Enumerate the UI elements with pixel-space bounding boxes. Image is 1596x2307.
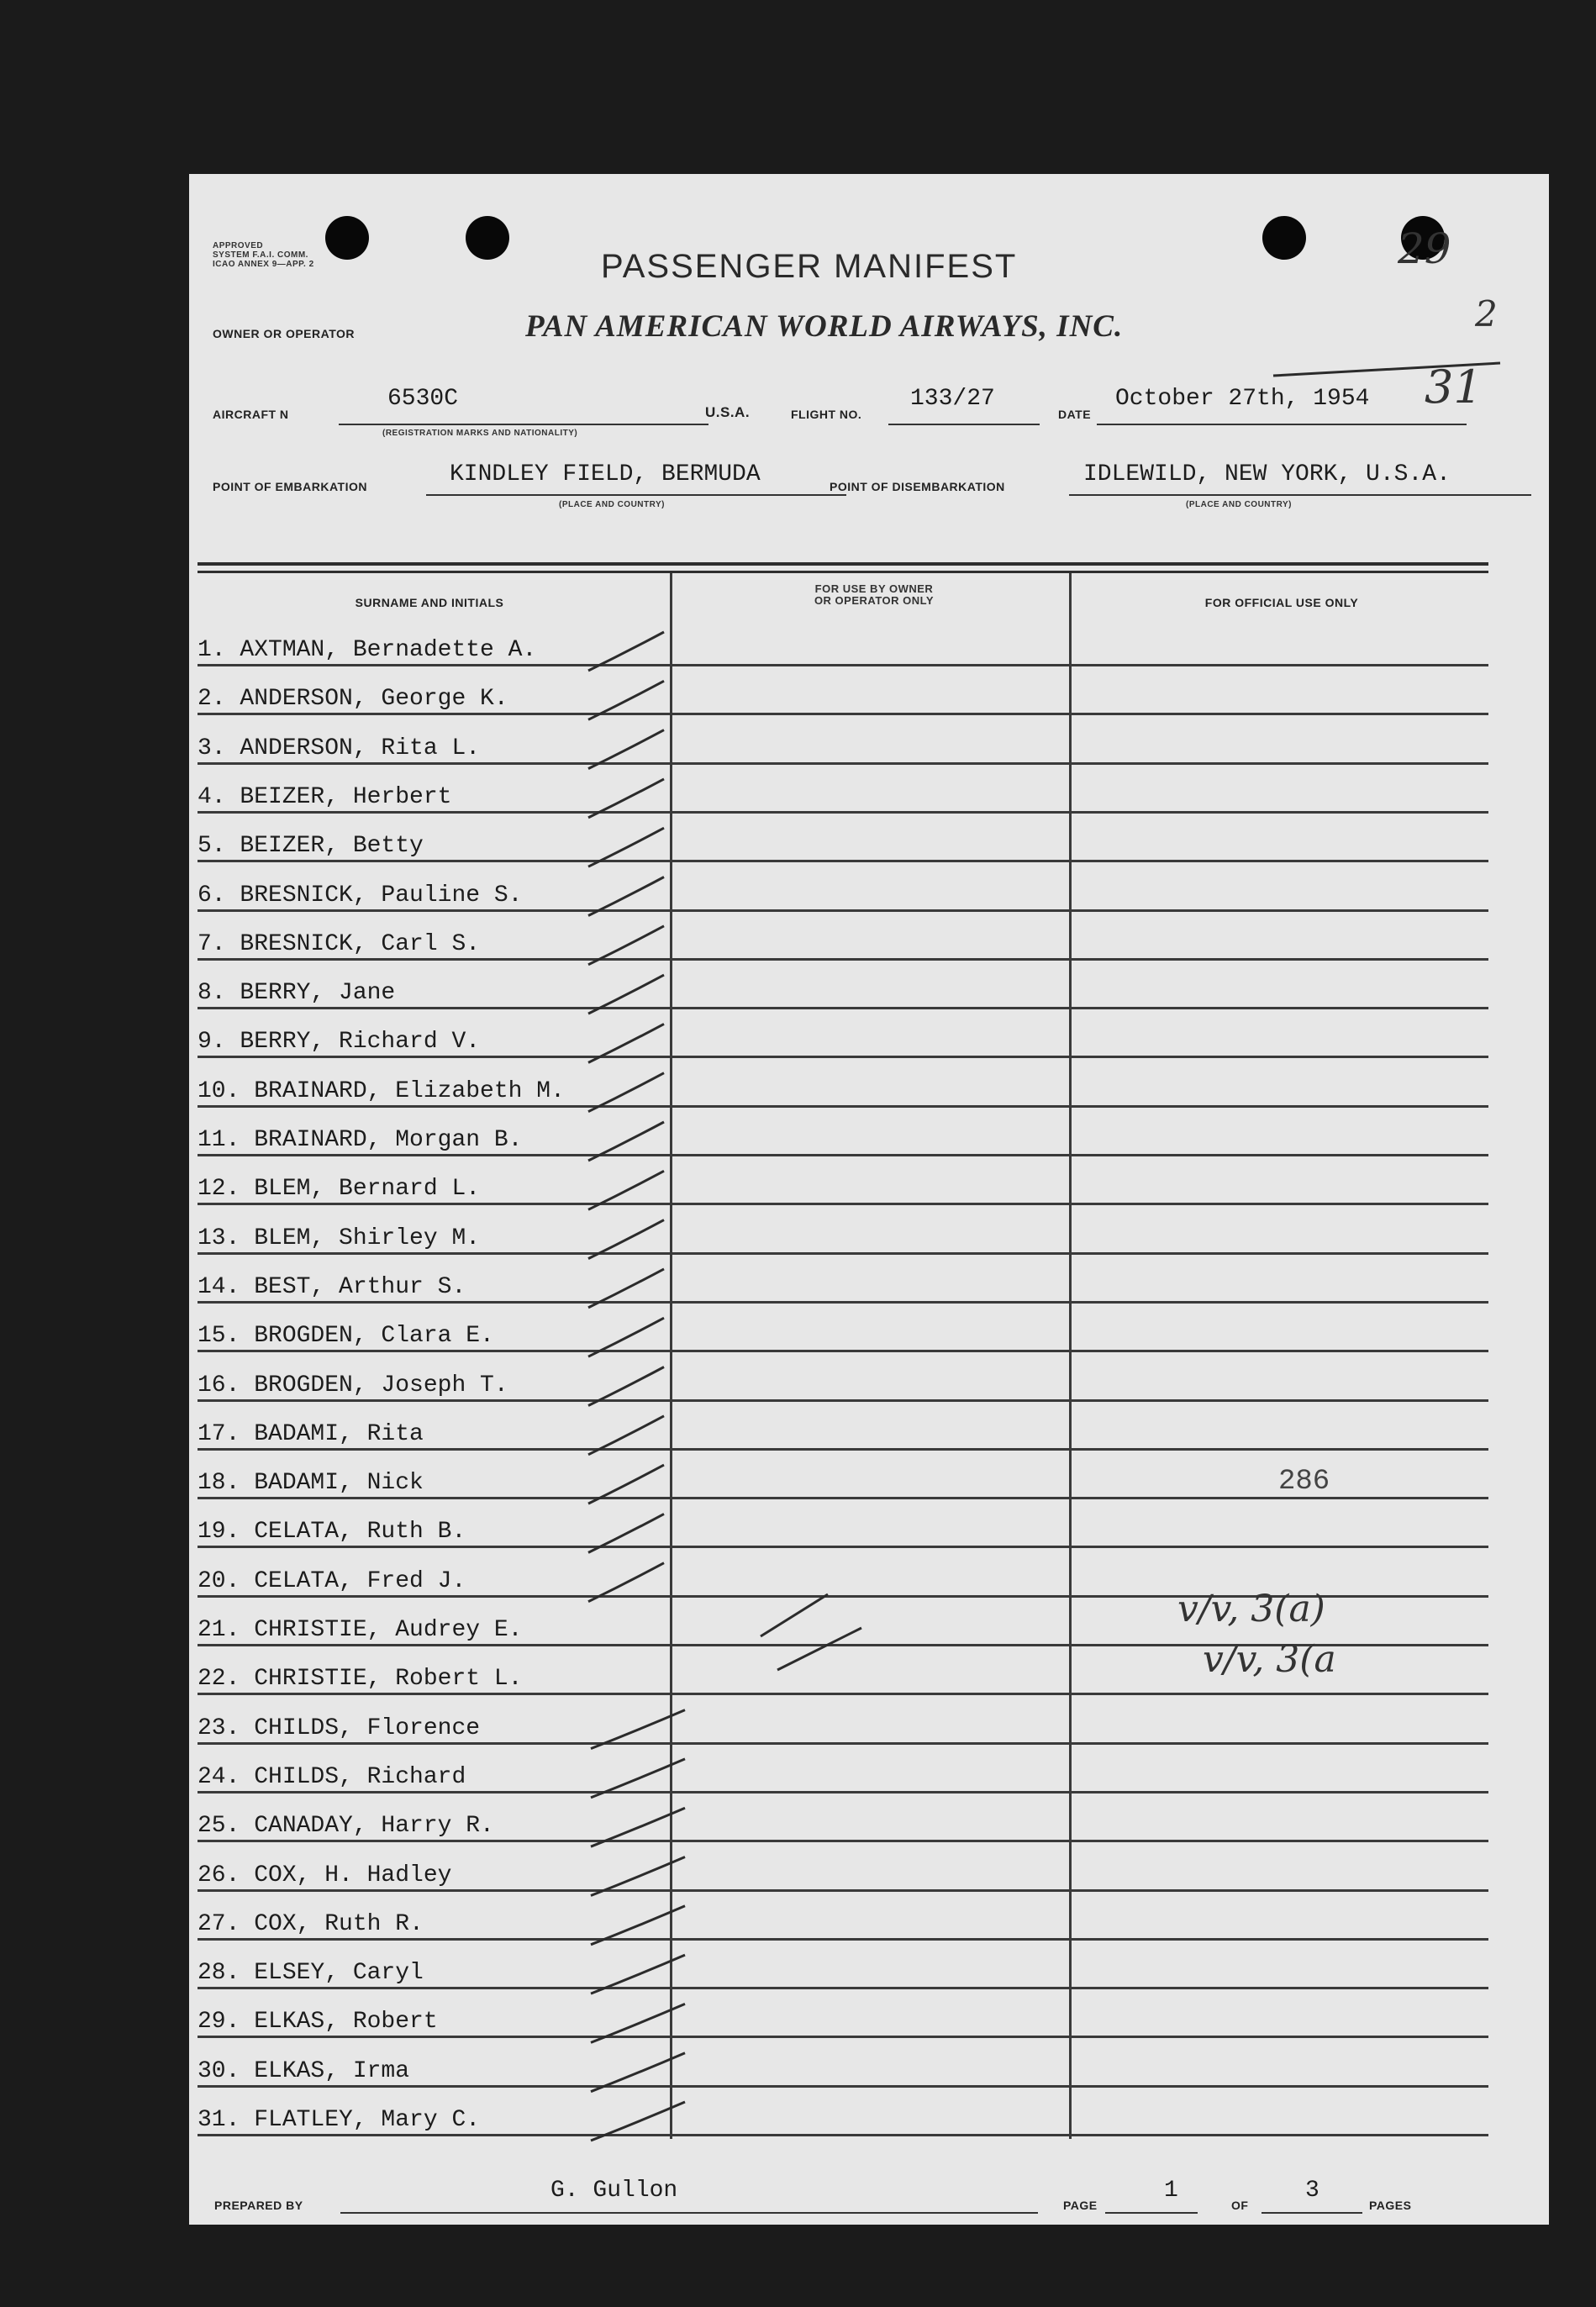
pen-stroke bbox=[1273, 363, 1500, 376]
check-mark bbox=[591, 2102, 685, 2141]
passenger-name: 15. BROGDEN, Clara E. bbox=[198, 1323, 494, 1349]
check-mark bbox=[588, 730, 664, 769]
flight-label: FLIGHT NO. bbox=[791, 408, 862, 421]
passenger-name: 25. CANADAY, Harry R. bbox=[198, 1813, 494, 1839]
passenger-name: 5. BEIZER, Betty bbox=[198, 833, 424, 859]
passenger-name: 12. BLEM, Bernard L. bbox=[198, 1176, 481, 1202]
passenger-name: 9. BERRY, Richard V. bbox=[198, 1029, 481, 1055]
of-label: OF bbox=[1231, 2199, 1249, 2212]
check-mark bbox=[588, 1220, 664, 1259]
check-mark bbox=[588, 632, 664, 671]
handwritten-page-count: 29 bbox=[1398, 224, 1451, 273]
passenger-name: 26. COX, H. Hadley bbox=[198, 1862, 452, 1888]
check-mark bbox=[591, 1955, 685, 1994]
check-mark bbox=[591, 2053, 685, 2092]
check-marks bbox=[189, 174, 1549, 2225]
check-mark bbox=[588, 1269, 664, 1308]
aircraft-registration: 6530C bbox=[387, 386, 459, 412]
prepared-by: G. Gullon bbox=[550, 2178, 678, 2204]
check-mark bbox=[588, 779, 664, 818]
passenger-name: 31. FLATLEY, Mary C. bbox=[198, 2107, 481, 2133]
official-note-row-18: 286 bbox=[1278, 1466, 1330, 1498]
embarkation-point: KINDLEY FIELD, BERMUDA bbox=[450, 461, 761, 487]
disembarkation-label: POINT OF DISEMBARKATION bbox=[830, 480, 1005, 493]
check-mark bbox=[588, 926, 664, 965]
passenger-name: 16. BROGDEN, Joseph T. bbox=[198, 1372, 508, 1398]
embarkation-caption: (PLACE AND COUNTRY) bbox=[559, 500, 665, 509]
passenger-name: 10. BRAINARD, Elizabeth M. bbox=[198, 1078, 565, 1104]
check-mark bbox=[591, 1808, 685, 1846]
passenger-name: 27. COX, Ruth R. bbox=[198, 1911, 424, 1937]
check-mark bbox=[588, 975, 664, 1014]
approval-line-3: ICAO ANNEX 9—APP. 2 bbox=[213, 260, 314, 269]
page-number: 1 bbox=[1164, 2178, 1178, 2204]
pages-label: PAGES bbox=[1369, 2199, 1412, 2212]
passenger-name: 8. BERRY, Jane bbox=[198, 980, 396, 1006]
handwritten-mark: 2 bbox=[1475, 293, 1498, 334]
check-mark bbox=[588, 1122, 664, 1161]
handwritten-total: 31 bbox=[1425, 361, 1483, 413]
passenger-name: 14. BEST, Arthur S. bbox=[198, 1274, 466, 1300]
check-mark bbox=[591, 2004, 685, 2042]
check-mark bbox=[588, 1024, 664, 1062]
check-mark bbox=[777, 1628, 861, 1670]
passenger-name: 18. BADAMI, Nick bbox=[198, 1470, 424, 1496]
passenger-name: 13. BLEM, Shirley M. bbox=[198, 1225, 481, 1251]
passenger-name: 6. BRESNICK, Pauline S. bbox=[198, 882, 523, 909]
page-label: PAGE bbox=[1063, 2199, 1098, 2212]
page-title: PASSENGER MANIFEST bbox=[601, 248, 1018, 285]
check-mark bbox=[591, 1857, 685, 1896]
approval-line-1: APPROVED bbox=[213, 241, 264, 250]
check-mark bbox=[588, 1416, 664, 1455]
passenger-name: 29. ELKAS, Robert bbox=[198, 2009, 438, 2035]
owner-label: OWNER OR OPERATOR bbox=[213, 327, 355, 340]
page-total: 3 bbox=[1305, 2178, 1319, 2204]
check-mark bbox=[761, 1594, 828, 1636]
owner-header-line-1: FOR USE BY OWNER bbox=[814, 582, 934, 595]
airline-name: PAN AMERICAN WORLD AIRWAYS, INC. bbox=[525, 309, 1124, 344]
passenger-name: 20. CELATA, Fred J. bbox=[198, 1568, 466, 1594]
registration-caption: (REGISTRATION MARKS AND NATIONALITY) bbox=[382, 429, 578, 438]
manifest-sheet bbox=[189, 174, 1549, 2225]
passenger-name: 23. CHILDS, Florence bbox=[198, 1715, 481, 1741]
passenger-name: 22. CHRISTIE, Robert L. bbox=[198, 1666, 523, 1692]
passenger-name: 17. BADAMI, Rita bbox=[198, 1421, 424, 1447]
check-mark bbox=[588, 1171, 664, 1209]
date-label: DATE bbox=[1058, 408, 1092, 421]
check-mark bbox=[588, 681, 664, 719]
passenger-name: 1. AXTMAN, Bernadette A. bbox=[198, 637, 537, 663]
embarkation-label: POINT OF EMBARKATION bbox=[213, 480, 367, 493]
passenger-name: 4. BEIZER, Herbert bbox=[198, 784, 452, 810]
approval-line-2: SYSTEM F.A.I. COMM. bbox=[213, 250, 308, 260]
check-mark bbox=[591, 1759, 685, 1798]
check-mark bbox=[588, 1367, 664, 1406]
passenger-name: 11. BRAINARD, Morgan B. bbox=[198, 1127, 523, 1153]
passenger-name: 30. ELKAS, Irma bbox=[198, 2058, 410, 2084]
check-mark bbox=[588, 1514, 664, 1552]
flight-number: 133/27 bbox=[910, 386, 995, 412]
column-header-names: SURNAME AND INITIALS bbox=[355, 596, 504, 609]
official-note-row-21: v/v, 3(a) bbox=[1177, 1588, 1325, 1630]
check-mark bbox=[591, 1906, 685, 1945]
passenger-name: 7. BRESNICK, Carl S. bbox=[198, 931, 481, 957]
flight-date: October 27th, 1954 bbox=[1115, 386, 1370, 412]
nationality: U.S.A. bbox=[705, 404, 751, 420]
check-mark bbox=[588, 1563, 664, 1602]
prepared-label: PREPARED BY bbox=[214, 2199, 303, 2212]
passenger-name: 28. ELSEY, Caryl bbox=[198, 1960, 424, 1986]
aircraft-label: AIRCRAFT N bbox=[213, 408, 289, 421]
check-mark bbox=[588, 1318, 664, 1356]
disembarkation-caption: (PLACE AND COUNTRY) bbox=[1186, 500, 1292, 509]
check-mark bbox=[588, 828, 664, 866]
check-mark bbox=[588, 1073, 664, 1112]
owner-header-line-2: OR OPERATOR ONLY bbox=[814, 594, 935, 607]
check-mark bbox=[588, 1465, 664, 1504]
passenger-name: 2. ANDERSON, George K. bbox=[198, 686, 508, 712]
passenger-name: 21. CHRISTIE, Audrey E. bbox=[198, 1617, 523, 1643]
check-mark bbox=[591, 1710, 685, 1749]
official-note-row-22: v/v, 3(a bbox=[1203, 1638, 1336, 1681]
passenger-name: 19. CELATA, Ruth B. bbox=[198, 1519, 466, 1545]
passenger-name: 24. CHILDS, Richard bbox=[198, 1764, 466, 1790]
passenger-name: 3. ANDERSON, Rita L. bbox=[198, 735, 481, 761]
column-header-official: FOR OFFICIAL USE ONLY bbox=[1204, 596, 1359, 609]
check-mark bbox=[588, 877, 664, 916]
disembarkation-point: IDLEWILD, NEW YORK, U.S.A. bbox=[1083, 461, 1451, 487]
